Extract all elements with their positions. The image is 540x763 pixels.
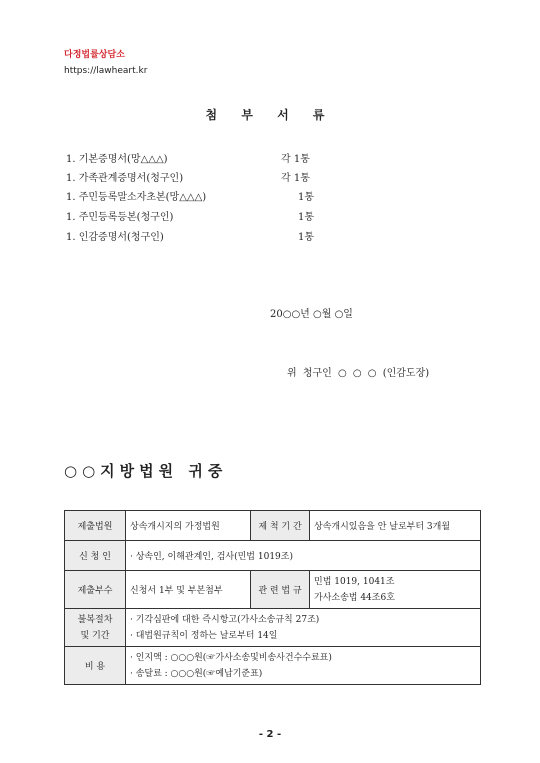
appeal-label-line: 및 기간: [80, 630, 110, 641]
attachment-count: 1통: [298, 192, 315, 203]
attachment-item: 1. 인감증명서(청구인): [66, 232, 164, 243]
appeal-value: [126, 609, 481, 647]
attachment-count: 각 1통: [281, 173, 310, 184]
appeal-value-line: · 대법원규칙이 정하는 날로부터 14일: [130, 630, 278, 641]
document-date: 20○○년 ○월 ○일: [270, 309, 353, 320]
cost-label: 비 용: [65, 647, 126, 685]
appeal-value-line: · 기각심판에 대한 즉시항고(가사소송규칙 27조): [130, 614, 320, 625]
attachment-count: 각 1통: [281, 154, 310, 165]
law-label: 관 련 법 규: [251, 571, 310, 609]
applicant-signature: 위 청구인 ○ ○ ○ (인감도장): [287, 368, 430, 379]
period-label: 제 척 기 간: [251, 511, 310, 541]
brand-name: 다정법률상담소: [64, 50, 125, 60]
attachment-count: 1통: [298, 212, 315, 223]
law-value-line: 가사소송법 44조6호: [314, 592, 395, 603]
attachment-item: 1. 기본증명서(망△△△): [66, 154, 168, 165]
law-value: [310, 571, 481, 609]
copies-value: 신청서 1부 및 부본첨부: [126, 571, 251, 609]
page-number: - 2 -: [258, 729, 282, 740]
appeal-label: [65, 609, 126, 647]
applicant-value: · 상속인, 이해관계인, 검사(민법 1019조): [126, 541, 481, 571]
site-url[interactable]: https://lawheart.kr: [64, 66, 148, 76]
cost-value-line: · 송달료 : ○○○원(☞예납기준표): [130, 668, 263, 679]
cost-value: [126, 647, 481, 685]
submit-court-value: 상속개시지의 가정법원: [126, 511, 251, 541]
court-addressee: ○○지방법원 귀중: [64, 462, 228, 480]
attachments-title: 첨 부 서 류: [205, 108, 335, 122]
attachment-count: 1통: [298, 232, 315, 243]
submit-court-label: 제출법원: [65, 511, 126, 541]
filing-info-table: [64, 510, 481, 685]
period-value: 상속개시있음을 안 날로부터 3개월: [310, 511, 481, 541]
attachment-item: 1. 가족관계증명서(청구인): [66, 173, 184, 184]
appeal-label-line: 불복절차: [77, 614, 113, 625]
attachment-item: 1. 주민등록등본(청구인): [66, 212, 174, 223]
law-value-line: 민법 1019, 1041조: [314, 576, 395, 587]
copies-label: 제출부수: [65, 571, 126, 609]
applicant-label: 신 청 인: [65, 541, 126, 571]
cost-value-line: · 인지액 : ○○○원(☞가사소송및비송사건수수료표): [130, 652, 332, 663]
attachment-item: 1. 주민등록말소자초본(망△△△): [66, 192, 207, 203]
